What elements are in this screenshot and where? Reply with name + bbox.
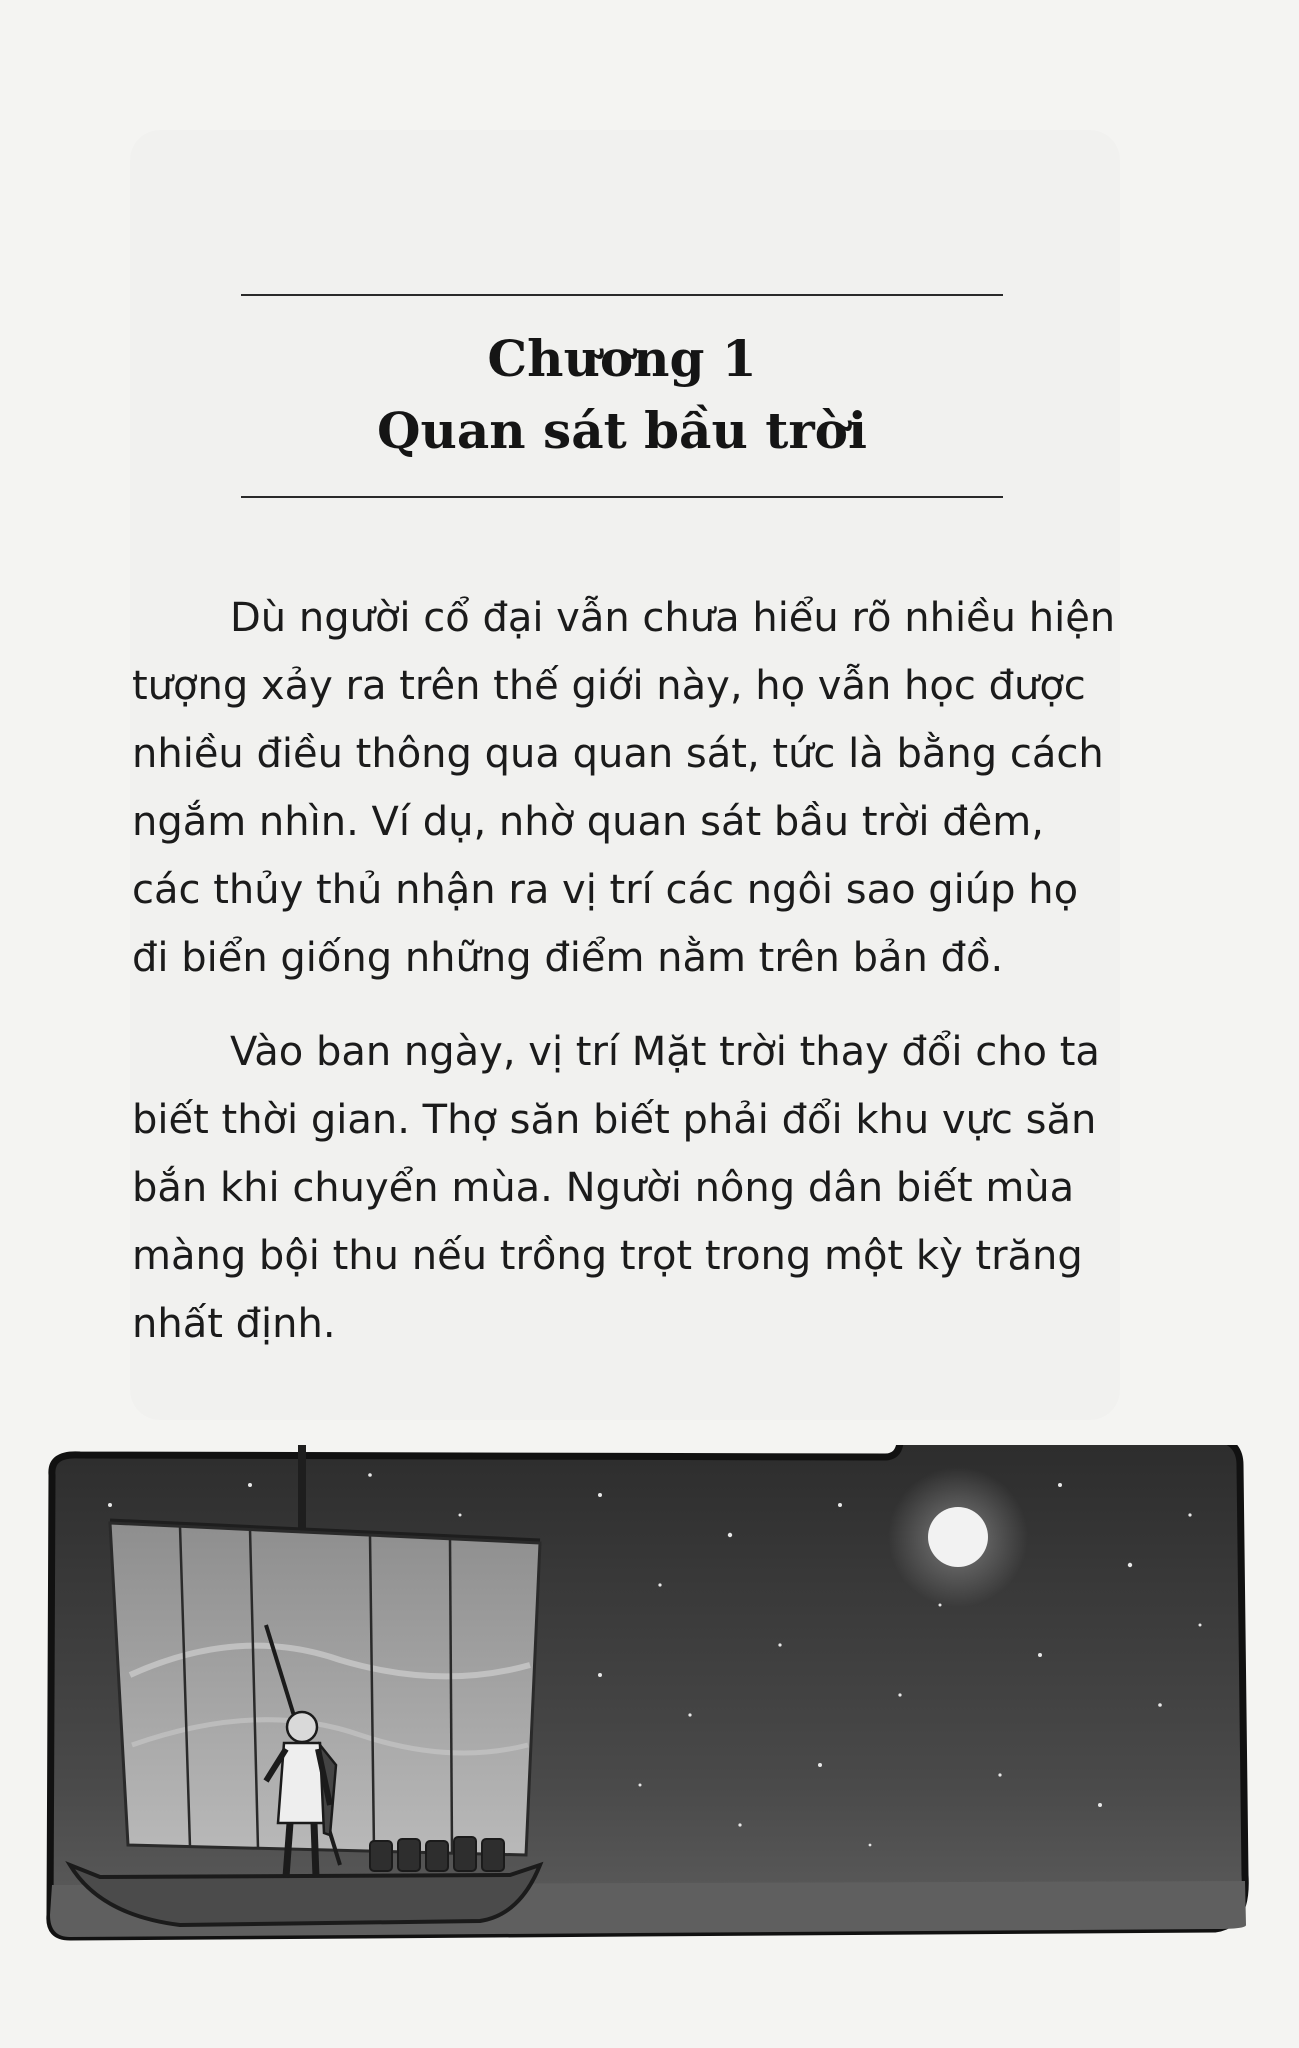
paragraph-line: tượng xảy ra trên thế giới này, họ vẫn học được: [132, 663, 1086, 709]
paragraph-line: ngắm nhìn. Ví dụ, nhờ quan sát bầu trời đêm,: [132, 799, 1044, 845]
paragraph-1: [132, 584, 1116, 992]
paragraph-line: Dù người cổ đại vẫn chưa hiểu rõ nhiều hiện: [230, 595, 1116, 641]
moon-icon: [928, 1507, 988, 1567]
paragraph-line: các thủy thủ nhận ra vị trí các ngôi sao giúp họ: [132, 867, 1079, 913]
paragraph-line: bắn khi chuyển mùa. Người nông dân biết mùa: [132, 1165, 1075, 1211]
paragraph-2: [132, 1018, 1112, 1358]
chapter-title: Quan sát bầu trời: [376, 401, 867, 460]
paragraph-line: nhiều điều thông qua quan sát, tức là bằng cách: [132, 731, 1104, 777]
paragraph-line: Vào ban ngày, vị trí Mặt trời thay đổi cho ta: [230, 1029, 1100, 1075]
paragraph-line: nhất định.: [132, 1301, 336, 1347]
paragraph-line: đi biển giống những điểm nằm trên bản đồ.: [132, 935, 1004, 981]
paragraph-line: biết thời gian. Thợ săn biết phải đổi khu vực săn: [132, 1097, 1097, 1143]
heading-rule-bottom: [241, 496, 1003, 498]
chapter-number: Chương 1: [487, 329, 757, 388]
heading-rule-top: [241, 294, 1003, 296]
paragraph-line: màng bội thu nếu trồng trọt trong một kỳ trăng: [132, 1233, 1083, 1279]
night-sailing-illustration: [40, 1445, 1260, 1955]
